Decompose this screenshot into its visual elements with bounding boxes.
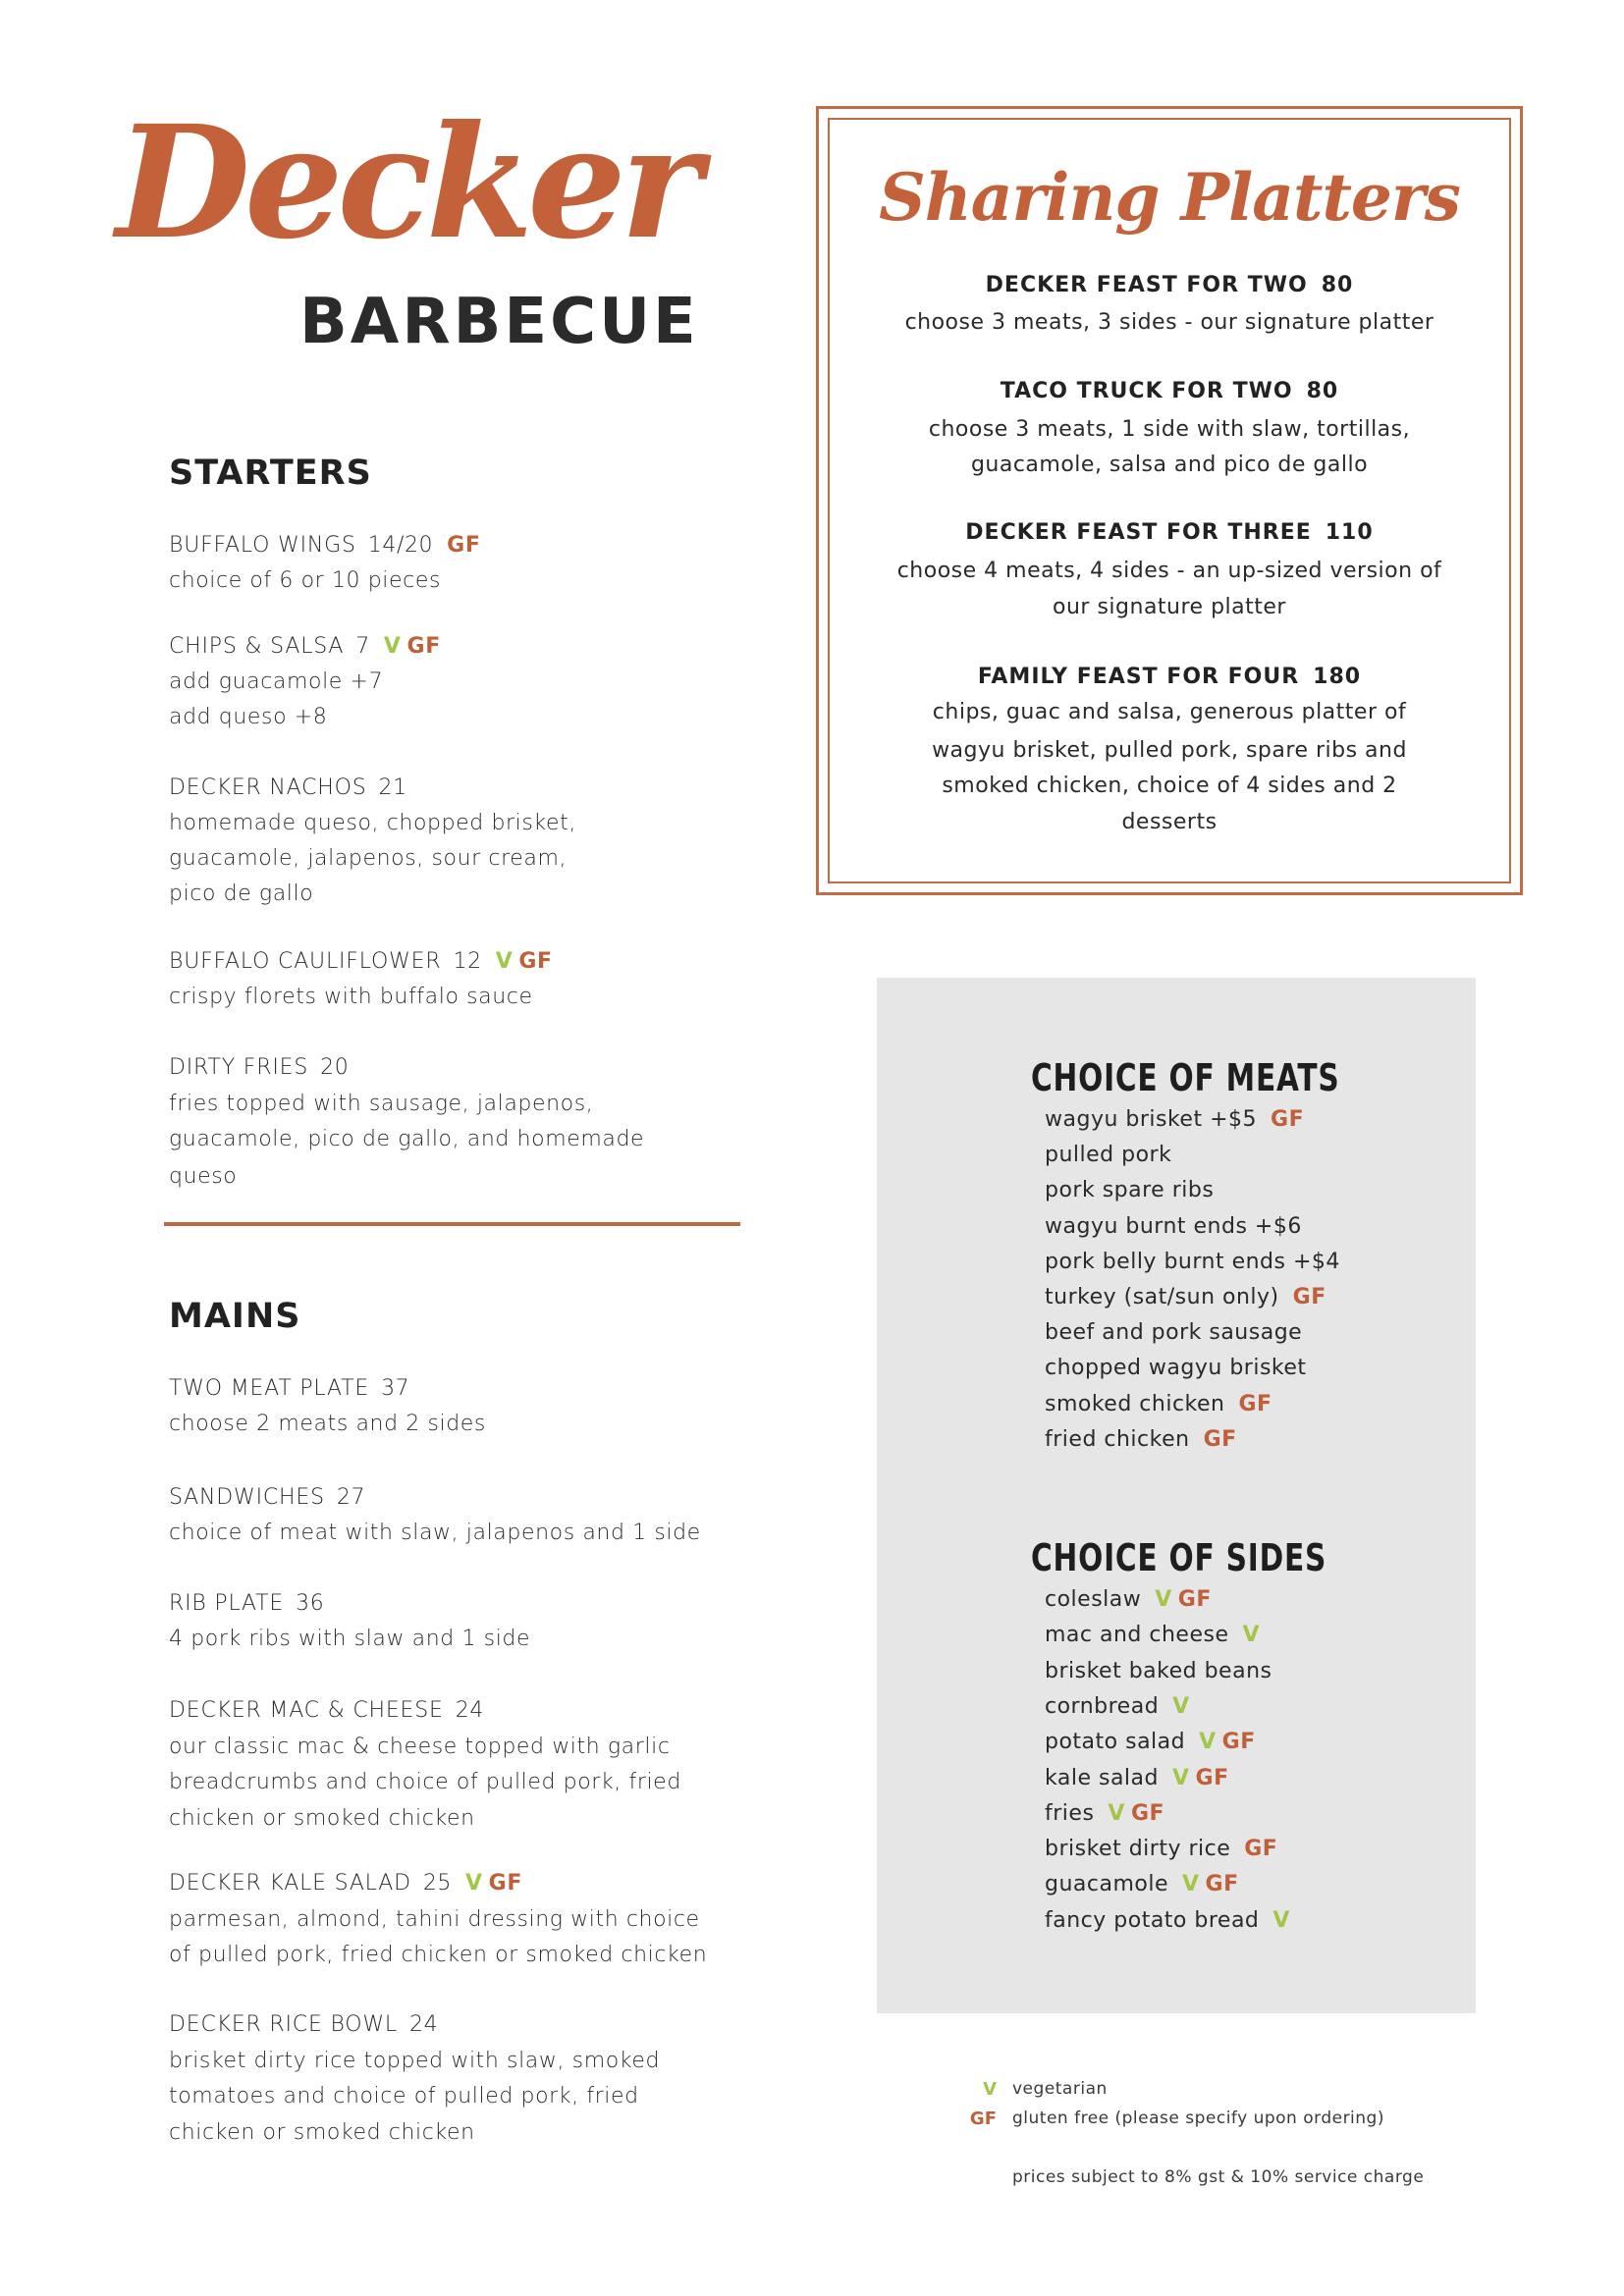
option-label: cornbread — [1045, 1694, 1160, 1719]
vegetarian-tag: V — [1172, 1694, 1190, 1719]
item-name: DECKER RICE BOWL — [169, 2012, 398, 2037]
pricing-note: prices subject to 8% gst & 10% service charge — [1012, 2167, 1425, 2187]
meat-option — [1045, 1180, 1214, 1201]
logo-script-name: Decker — [116, 92, 696, 274]
gluten-free-tag: GF — [518, 949, 553, 974]
gluten-free-tag: GF — [1244, 1837, 1278, 1861]
item-price: 12 — [453, 949, 482, 974]
gluten-free-tag: GF — [1195, 1766, 1229, 1790]
item-description: 4 pork ribs with slaw and 1 side — [169, 1627, 531, 1651]
item-name: DECKER KALE SALAD — [169, 1871, 411, 1896]
vegetarian-tag: V — [1272, 1908, 1290, 1933]
vegetarian-key: V — [983, 2079, 997, 2100]
item-description: parmesan, almond, tahini dressing with choice — [169, 1907, 700, 1932]
menu-item-title — [169, 1057, 349, 1079]
option-label: coleslaw — [1045, 1587, 1142, 1612]
option-label: wagyu burnt ends +$6 — [1045, 1214, 1302, 1239]
platter-description: choose 3 meats, 1 side with slaw, tortillas, — [928, 417, 1411, 442]
item-description: tomatoes and choice of pulled pork, fried — [169, 2084, 639, 2109]
option-label: brisket dirty rice — [1045, 1837, 1231, 1861]
item-description: our classic mac & cheese topped with garlic — [169, 1735, 671, 1759]
gluten-free-tag: GF — [1177, 1587, 1212, 1612]
meat-option — [1045, 1322, 1302, 1344]
menu-item-title — [169, 1378, 409, 1400]
choice-of-sides-title: CHOICE OF SIDES — [1031, 1536, 1327, 1579]
platter-title — [816, 522, 1523, 544]
item-description: queso — [169, 1164, 238, 1189]
side-option — [1045, 1732, 1256, 1753]
section-title-starters: STARTERS — [169, 454, 372, 493]
side-option — [1045, 1910, 1290, 1932]
meat-option — [1045, 1358, 1307, 1379]
gluten-free-tag: GF — [1221, 1730, 1256, 1754]
option-label: brisket baked beans — [1045, 1659, 1272, 1683]
platter-description: desserts — [1121, 810, 1218, 834]
option-label: turkey (sat/sun only) — [1045, 1285, 1279, 1309]
meat-option — [1045, 1216, 1302, 1238]
item-price: 14/20 — [367, 533, 434, 558]
item-description: guacamole, pico de gallo, and homemade — [169, 1127, 645, 1151]
menu-item-title — [169, 535, 480, 557]
meat-option — [1045, 1429, 1237, 1451]
menu-item-title — [169, 2014, 438, 2036]
item-name: SANDWICHES — [169, 1485, 325, 1510]
item-description: chicken or smoked chicken — [169, 2120, 475, 2145]
platter-description: chips, guac and salsa, generous platter of — [932, 700, 1407, 724]
item-description: guacamole, jalapenos, sour cream, — [169, 846, 568, 871]
option-label: smoked chicken — [1045, 1392, 1225, 1416]
vegetarian-tag: V — [1108, 1801, 1125, 1826]
vegetarian-tag: V — [495, 949, 514, 974]
item-name: RIB PLATE — [169, 1591, 285, 1616]
item-price: 36 — [296, 1591, 325, 1616]
item-price: 37 — [381, 1376, 410, 1401]
item-description: choice of 6 or 10 pieces — [169, 568, 442, 593]
side-option — [1045, 1661, 1272, 1682]
section-divider — [164, 1222, 740, 1226]
menu-item-title — [169, 777, 407, 799]
platter-name: DECKER FEAST FOR THREE — [965, 520, 1312, 545]
vegetarian-tag: V — [1182, 1872, 1200, 1896]
option-label: fancy potato bread — [1045, 1908, 1260, 1933]
gluten-free-key: GF — [969, 2109, 997, 2129]
section-title-mains: MAINS — [169, 1297, 301, 1336]
platter-price: 80 — [1306, 379, 1339, 403]
gluten-free-tag: GF — [1271, 1107, 1305, 1132]
meat-option — [1045, 1252, 1340, 1273]
item-price: 7 — [355, 634, 370, 659]
menu-item-title — [169, 636, 441, 658]
gluten-free-tag: GF — [1205, 1872, 1239, 1896]
option-label: beef and pork sausage — [1045, 1320, 1303, 1345]
side-option — [1045, 1874, 1239, 1896]
option-label: potato salad — [1045, 1730, 1186, 1754]
menu-item-title — [169, 1487, 365, 1509]
option-label: fries — [1045, 1801, 1095, 1826]
meat-option — [1045, 1109, 1304, 1131]
platter-title — [816, 667, 1523, 688]
gluten-free-tag: GF — [1238, 1392, 1272, 1416]
vegetarian-tag: V — [1171, 1766, 1190, 1790]
sharing-platters-title: Sharing Platters — [879, 159, 1460, 236]
item-description: of pulled pork, fried chicken or smoked chicken — [169, 1943, 708, 1967]
platter-price: 180 — [1313, 665, 1362, 689]
item-price: 27 — [336, 1485, 366, 1510]
menu-item-title — [169, 1873, 522, 1895]
item-description: choice of meat with slaw, jalapenos and 1 side — [169, 1521, 701, 1545]
item-description: homemade queso, chopped brisket, — [169, 811, 576, 835]
choice-of-meats-title: CHOICE OF MEATS — [1031, 1056, 1340, 1099]
menu-item-title — [169, 1593, 324, 1615]
platter-price: 110 — [1325, 520, 1374, 545]
item-description: chicken or smoked chicken — [169, 1806, 475, 1831]
item-description: breadcrumbs and choice of pulled pork, fried — [169, 1770, 681, 1794]
menu-item-title — [169, 1700, 484, 1722]
gluten-free-tag: GF — [406, 634, 441, 659]
platter-title — [816, 381, 1523, 402]
item-description: pico de gallo — [169, 881, 314, 906]
platter-name: DECKER FEAST FOR TWO — [985, 273, 1308, 297]
item-price: 25 — [422, 1871, 453, 1896]
platter-description: choose 3 meats, 3 sides - our signature platter — [904, 310, 1435, 335]
option-label: chopped wagyu brisket — [1045, 1356, 1307, 1380]
platter-description: choose 4 meats, 4 sides - an up-sized version of — [896, 559, 1442, 583]
option-label: mac and cheese — [1045, 1623, 1229, 1647]
side-option — [1045, 1589, 1212, 1611]
logo-subtitle: BARBECUE — [299, 286, 699, 358]
item-price: 24 — [455, 1698, 484, 1723]
platter-title — [816, 275, 1523, 296]
option-label: fried chicken — [1045, 1427, 1190, 1452]
platter-name: FAMILY FEAST FOR FOUR — [977, 665, 1300, 689]
platter-description: our signature platter — [1053, 595, 1286, 619]
platter-price: 80 — [1321, 273, 1354, 297]
side-option — [1045, 1839, 1277, 1860]
vegetarian-text: vegetarian — [1012, 2079, 1108, 2099]
gluten-free-tag: GF — [447, 533, 481, 558]
vegetarian-tag: V — [1199, 1730, 1217, 1754]
gluten-free-tag: GF — [488, 1871, 522, 1896]
side-option — [1045, 1625, 1260, 1646]
vegetarian-tag: V — [1155, 1587, 1172, 1612]
item-price: 24 — [408, 2012, 439, 2037]
item-name: BUFFALO CAULIFLOWER — [169, 949, 442, 974]
item-description: choose 2 meats and 2 sides — [169, 1412, 486, 1436]
option-label: wagyu brisket +$5 — [1045, 1107, 1258, 1132]
item-name: TWO MEAT PLATE — [169, 1376, 370, 1401]
menu-item-title — [169, 951, 553, 973]
item-description: crispy florets with buffalo sauce — [169, 985, 533, 1009]
item-price: 20 — [320, 1055, 350, 1080]
item-description: add guacamole +7 — [169, 669, 384, 694]
platter-description: wagyu brisket, pulled pork, spare ribs and — [932, 738, 1407, 763]
item-description: brisket dirty rice topped with slaw, smoked — [169, 2049, 661, 2073]
item-price: 21 — [378, 775, 407, 800]
gluten-free-text: gluten free (please specify upon ordering) — [1012, 2109, 1384, 2128]
item-name: DECKER NACHOS — [169, 775, 367, 800]
meat-option — [1045, 1145, 1171, 1166]
vegetarian-tag: V — [383, 634, 402, 659]
vegetarian-tag: V — [1242, 1623, 1261, 1647]
vegetarian-tag: V — [465, 1871, 483, 1896]
item-description: add queso +8 — [169, 705, 328, 729]
option-label: pulled pork — [1045, 1143, 1172, 1167]
side-option — [1045, 1803, 1164, 1825]
option-label: guacamole — [1045, 1872, 1169, 1896]
platter-description: smoked chicken, choice of 4 sides and 2 — [942, 774, 1397, 798]
gluten-free-tag: GF — [1130, 1801, 1165, 1826]
option-label: pork belly burnt ends +$4 — [1045, 1250, 1340, 1274]
side-option — [1045, 1768, 1229, 1789]
meat-option — [1045, 1287, 1326, 1308]
gluten-free-tag: GF — [1292, 1285, 1326, 1309]
option-label: pork spare ribs — [1045, 1178, 1215, 1202]
gluten-free-tag: GF — [1203, 1427, 1237, 1452]
option-label: kale salad — [1045, 1766, 1159, 1790]
item-description: fries topped with sausage, jalapenos, — [169, 1092, 594, 1116]
platter-name: TACO TRUCK FOR TWO — [1000, 379, 1293, 403]
meat-option — [1045, 1394, 1272, 1415]
platter-description: guacamole, salsa and pico de gallo — [970, 453, 1369, 477]
side-option — [1045, 1696, 1190, 1718]
item-name: CHIPS & SALSA — [169, 634, 345, 659]
item-name: DIRTY FRIES — [169, 1055, 309, 1080]
item-name: BUFFALO WINGS — [169, 533, 356, 558]
item-name: DECKER MAC & CHEESE — [169, 1698, 444, 1723]
